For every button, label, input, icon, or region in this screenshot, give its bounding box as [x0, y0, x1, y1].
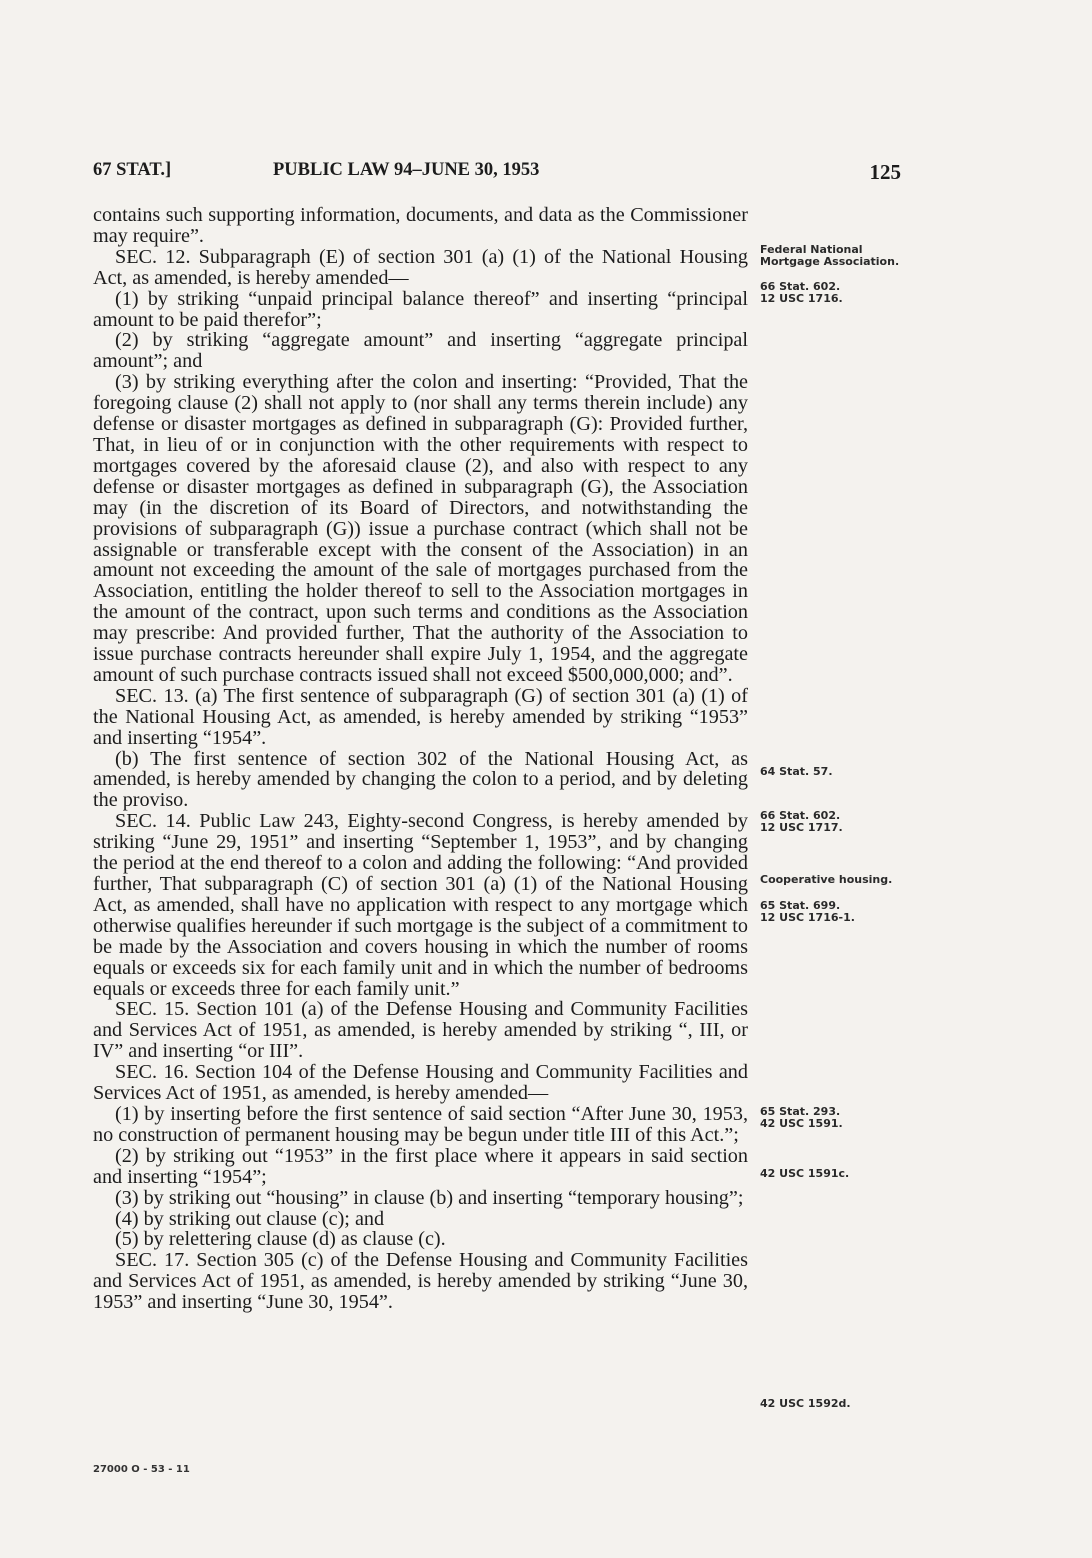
print-code: 27000 O - 53 - 11	[93, 1464, 190, 1475]
paragraph: (3) by striking everything after the colon and inserting: “Provided, That the foregoing clause (2) shall not apply to (nor shall any terms therein include) any defense or disaster mortgages as defined in subparagraph (G): Provided further, That, in lieu of or in conjunction with the other requirements with respect to mortgages covered by the aforesaid clause (2), and also with respect to any defense or disaster mortgages as defined in subparagraph (G), the Association may (in the discretion of its Board of Directors, and notwithstanding the provisions of subparagraph (G)) issue a purchase contract (which shall not be assignable or transferable except with the consent of the Association) in an amount not exceeding the amount of the sale of mortgages purchased from the Association, entitling the holder thereof to sell to the Association mortgages in the amount of the contract, upon such terms and conditions as the Association may prescribe: And provided further, That the authority of the Association to issue purchase contracts hereunder shall expire July 1, 1954, and the aggregate amount of such purchase contracts issued shall not exceed $500,000,000; and”.	[93, 371, 748, 686]
margin-note: 12 USC 1716.	[760, 292, 843, 305]
page-number: 125	[869, 160, 901, 184]
margin-note: Cooperative housing.	[760, 873, 893, 886]
paragraph: (b) The first sentence of section 302 of the National Housing Act, as amended, is hereby amended by changing the colon to a period, and by deleting the proviso.	[93, 747, 748, 812]
paragraph-sec-12: SEC. 12. Subparagraph (E) of section 301 (a) (1) of the National Housing Act, as amended, is hereby amended—	[93, 245, 748, 289]
paragraph-sec-14: SEC. 14. Public Law 243, Eighty-second Congress, is hereby amended by striking “June 29, 1951” and inserting “September 1, 1953”, and by changing the period at the end thereof to a colon and adding the following: “And provided further, That subparagraph (C) of section 301 (a) (1) of the National Housing Act, as amended, shall have no application with respect to any mortgage which otherwise qualifies hereunder if such mortgage is the subject of a commitment to be made by the Association and covers housing in which the number of rooms equals or exceeds six for each family unit and in which the number of bedrooms equals or exceeds three for each family unit.”	[93, 810, 748, 1000]
body-text	[93, 205, 748, 1313]
margin-note: 66 Stat. 602.	[760, 280, 841, 293]
margin-note: 42 USC 1592d.	[760, 1397, 851, 1410]
margin-note: 42 USC 1591.	[760, 1117, 843, 1130]
margin-note: 66 Stat. 602.	[760, 809, 841, 822]
paragraph-sec-17: SEC. 17. Section 305 (c) of the Defense Housing and Community Facilities and Services Act of 1951, as amended, is hereby amended by striking “June 30, 1953” and inserting “June 30, 1954”.	[93, 1249, 748, 1314]
paragraph: (1) by striking “unpaid principal balance thereof” and inserting “principal amount to be paid therefor”;	[93, 287, 748, 331]
law-title: PUBLIC LAW 94–JUNE 30, 1953	[273, 160, 540, 180]
paragraph: (1) by inserting before the first sentence of said section “After June 30, 1953, no construction of permanent housing may be begun under title III of this Act.”;	[93, 1102, 748, 1146]
margin-note: 12 USC 1717.	[760, 821, 843, 834]
page-header	[93, 160, 901, 190]
paragraph-sec-13: SEC. 13. (a) The first sentence of subparagraph (G) of section 301 (a) (1) of the National Housing Act, as amended, is hereby amended by striking “1953” and inserting “1954”.	[93, 684, 748, 749]
statute-volume: 67 STAT.]	[93, 160, 172, 180]
paragraph-sec-15: SEC. 15. Section 101 (a) of the Defense Housing and Community Facilities and Services Act of 1951, as amended, is hereby amended by striking “, III, or IV” and inserting “or III”.	[93, 998, 748, 1063]
margin-note: 64 Stat. 57.	[760, 765, 833, 778]
paragraph: (4) by striking out clause (c); and	[115, 1207, 385, 1230]
margin-note: Federal National Mortgage Association.	[760, 243, 900, 268]
margin-note: 65 Stat. 293.	[760, 1105, 841, 1118]
margin-note: 65 Stat. 699.	[760, 899, 841, 912]
margin-note: 42 USC 1591c.	[760, 1167, 850, 1180]
paragraph: (5) by relettering clause (d) as clause (c).	[115, 1228, 446, 1251]
paragraph: (2) by striking out “1953” in the first place where it appears in said section and inserting “1954”;	[93, 1144, 748, 1188]
paragraph: (3) by striking out “housing” in clause (b) and inserting “temporary housing”;	[115, 1186, 744, 1209]
paragraph-sec-16: SEC. 16. Section 104 of the Defense Housing and Community Facilities and Services Act of 1951, as amended, is hereby amended—	[93, 1061, 748, 1105]
paragraph: (2) by striking “aggregate amount” and inserting “aggregate principal amount”; and	[93, 329, 748, 373]
paragraph: contains such supporting information, documents, and data as the Commissioner may require”.	[93, 204, 748, 247]
margin-note: 12 USC 1716-1.	[760, 911, 855, 924]
